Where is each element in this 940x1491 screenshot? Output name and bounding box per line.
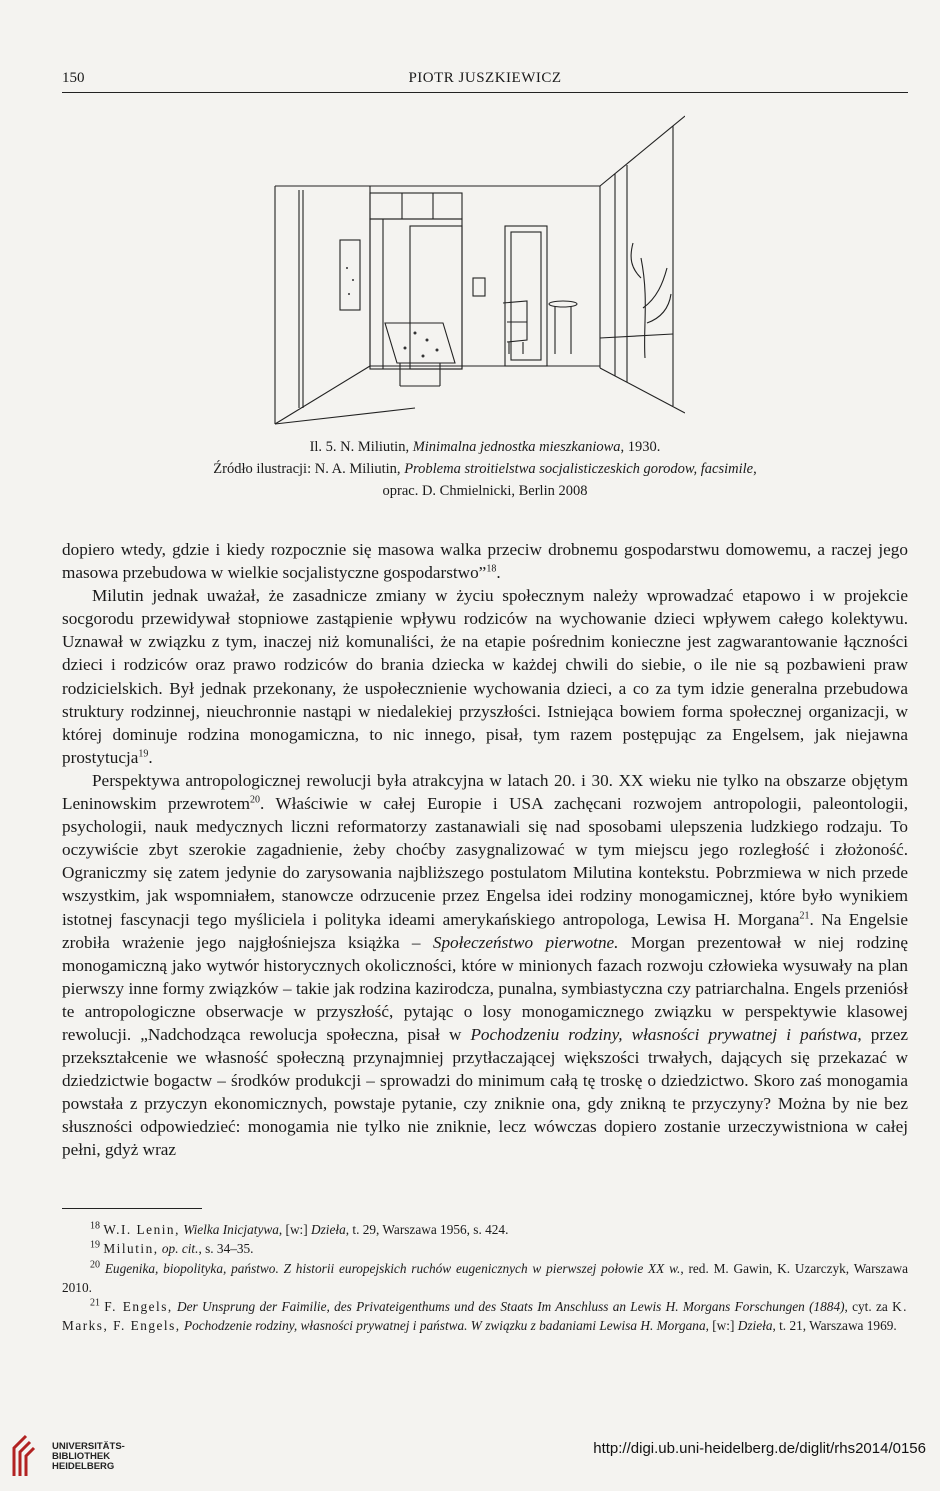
figure-caption <box>62 436 908 502</box>
footnote-21: $^{21}$ F. Engels, Der Unsprung der Faimilie, des Privateigenthums und des Staats Im Anschluss an Lewis H. Morgans Forschungen (1884), cyt. za K. Marks, F. Engels, Pochodzenie rodziny, własności prywatnej i państwa. W związku z badaniami Lewisa H. Morgana, [w:] Dzieła, t. 21, Warszawa 1969. <box>62 1297 908 1334</box>
permalink-url[interactable]: http://digi.ub.uni-heidelberg.de/diglit/rhs2014/0156 <box>593 1440 926 1457</box>
running-header <box>62 70 908 93</box>
viewer-footer <box>0 1420 940 1491</box>
body-text <box>62 538 908 1162</box>
footnotes <box>62 1220 908 1336</box>
paragraph-3: Perspektywa antropologicznej rewolucji była atrakcyjna w latach 20. i 30. XX wieku nie tylko na obszarze objętym Leninowskim przewrotem$^{20}$. Właściwie w całej Europie i USA zachęcani rozwojem antropologii, paleontologii, psychologii, nauk medycznych liczni reformatorzy zastanawiali się nad sposobami ulepszenia ludzkiego rodzaju. To oczywiście zbyt szerokie zagadnienie, żeby choćby zasygnalizować w tym miejscu jego rozległość i złożoność. Ograniczmy się zatem jedynie do zarysowania najbliższego postulatom Milutina kontekstu. Pobrzmiewa w nich przede wszystkim, jak wspomniałem, stanowcze odrzucenie przez Engelsa idei rodziny monogamicznej, które było wynikiem istotnej fascynacji tego myśliciela i polityka ideami amerykańskiego antropologa, Lewisa H. Morgana$^{21}$. Na Engelsie zrobiła wrażenie jego najgłośniejsza książka – Społeczeństwo pierwotne. Morgan prezentował w niej rodzinę monogamiczną jako wytwór historycznych okoliczności, które w minionych fazach rozwoju człowieka wysuwały na plan pierwszy inne formy związków – takie jak rodzina kazirodcza, punalna, symbiastyczna czy patriarchalna. Engels przeniósł te antropologiczne obserwacje w przyszłość, pytając o losy monogamicznego związku w perspektywie klasowej rewolucji. „Nadchodząca rewolucja społeczna, pisał w Pochodzeniu rodziny, własności prywatnej i państwa, przez przekształcenie we własność społeczną przynajmniej przytłaczającej większości trwałych, dających się przekazać w dziedzictwie bogactw – środków produkcji – sprowadzi do minimum całą tę troskę o dziedzictwo. Skoro zaś monogamia powstała z przyczyn ekonomicznych, powstaje pytanie, czy zniknie ona, gdy znikną te przyczyny? Można by nie bez słuszności odpowiedzieć: monogamia nie tylko nie zniknie, lecz wówczas dopiero zostanie urzeczywistniona w całej pełni, gdyż wraz <box>62 770 908 1160</box>
interior-illustration <box>265 108 685 428</box>
footnote-separator <box>62 1208 202 1209</box>
page-number: 150 <box>62 70 85 86</box>
caption-line-2: Źródło ilustracji: N. A. Miliutin, Problema stroitielstwa socjalisticzeskich gorodow, facsimile, <box>213 461 757 477</box>
footnote-ref-21[interactable]: 21 <box>799 909 810 921</box>
heidelberg-library-icon <box>10 1432 40 1480</box>
caption-line-1: Il. 5. N. Miliutin, Minimalna jednostka mieszkaniowa, 1930. <box>309 439 661 455</box>
paragraph-2: Milutin jednak uważał, że zasadnicze zmiany w życiu społecznym należy wprowadzać etapowo i w projekcie socgorodu przewidywał stopniowe zastąpienie wpływu rodziców na wychowanie dzieci wpływem całego kolektywu. Uznawał w związku z tym, inaczej niż komunaliści, że na etapie pośrednim konieczne jest zagwarantowanie łączności dzieci i rodziców oraz prawo rodziców do brania dziecka w każdej chwili do siebie, o ile nie są pozbawieni praw rodzicielskich. Był jednak przekonany, że uspołecznienie wychowania dzieci, a co za tym idzie generalna przebudowa struktury rodzinnej, nieuchronnie nastąpi w niedalekiej przyszłości. Istniejąca bowiem forma społecznej organizacji, w której dominuje rodzina monogamiczna, to nic innego, pisał, tym razem postępując za Engelsem, jak niejawna prostytucja$^{19}$. <box>62 586 908 767</box>
footnote-ref-18[interactable]: 18 <box>486 563 497 575</box>
footnote-ref-20[interactable]: 20 <box>250 794 261 806</box>
library-logo[interactable]: UNIVERSITÄTS- BIBLIOTHEK HEIDELBERG <box>10 1432 160 1482</box>
paragraph-1: dopiero wtedy, gdzie i kiedy rozpocznie się masowa walka przeciw drobnemu gospodarstwu domowemu, a raczej jego masowa przebudowa w wielkie socjalistyczne gospodarstwo”$^{18}$. <box>62 540 908 583</box>
footnote-ref-19[interactable]: 19 <box>138 748 149 760</box>
footnote-19: $^{19}$ Milutin, op. cit., s. 34–35. <box>90 1239 254 1257</box>
footnote-18: $^{18}$ W.I. Lenin, Wielka Inicjatywa, [w:] Dzieła, t. 29, Warszawa 1956, s. 424. <box>90 1220 509 1237</box>
footnote-20: $^{20}$ Eugenika, biopolityka, państwo. Z historii europejskich ruchów eugenicznych w pierwszej połowie XX w., red. M. Gawin, K. Uzarczyk, Warszawa 2010. <box>62 1259 908 1295</box>
caption-line-3: oprac. D. Chmielnicki, Berlin 2008 <box>382 483 588 499</box>
running-title: PIOTR JUSZKIEWICZ <box>408 70 562 86</box>
